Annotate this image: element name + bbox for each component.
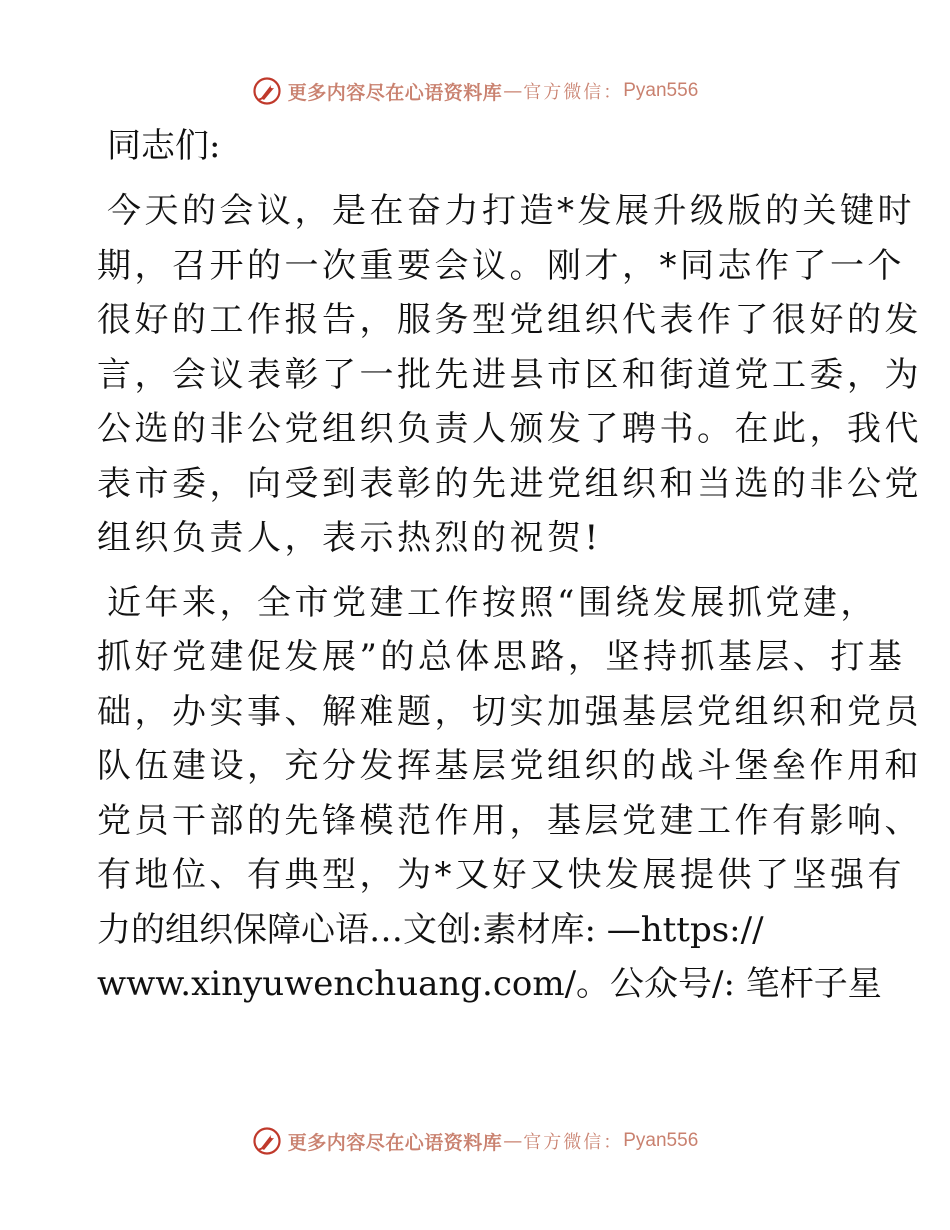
- paragraph-2: [97, 576, 922, 1012]
- pen-nib-logo-icon: [252, 1126, 282, 1156]
- paragraph-line: 队伍建设，充分发挥基层党组织的战斗堡垒作用和: [97, 746, 922, 786]
- salutation: 同志们:: [107, 126, 221, 166]
- document-body: [97, 120, 922, 1022]
- banner-label: 官方微信：: [523, 82, 624, 103]
- paragraph-line: 近年来，全市党建工作按照“围绕发展抓党建，: [107, 582, 878, 623]
- paragraph-line: 力的组织保障心语…文创:素材库: —https://: [97, 909, 764, 950]
- paragraph-line: 期，召开的一次重要会议。刚才，*同志作了一个: [97, 245, 905, 286]
- banner-text: 更多内容尽在心语资料库: [287, 1131, 503, 1154]
- paragraph-line: 础，办实事、解难题，切实加强基层党组织和党员: [97, 691, 922, 732]
- banner-label: 官方微信：: [523, 1132, 624, 1153]
- pen-nib-logo-icon: [252, 76, 282, 106]
- paragraph-line: 公选的非公党组织负责人颁发了聘书。在此，我代: [97, 409, 922, 449]
- paragraph-line: 组织负责人，表示热烈的祝贺!: [97, 518, 602, 558]
- banner-text: 更多内容尽在心语资料库: [287, 81, 503, 104]
- paragraph-line: 言，会议表彰了一批先进县市区和街道党工委，为: [97, 354, 922, 395]
- banner-dash: —: [503, 1130, 523, 1152]
- footer-banner: [0, 1121, 950, 1161]
- banner-wechat-id: Pyan556: [623, 1130, 699, 1151]
- paragraph-line: 有地位、有典型，为*又好又快发展提供了坚强有: [97, 855, 905, 895]
- paragraph-line: 抓好党建促发展”的总体思路，坚持抓基层、打基: [97, 637, 906, 677]
- paragraph-1: [97, 184, 922, 566]
- paragraph-line: 很好的工作报告，服务型党组织代表作了很好的发: [97, 300, 922, 340]
- banner-dash: —: [503, 80, 523, 102]
- paragraph-line: 今天的会议，是在奋力打造*发展升级版的关键时: [107, 191, 915, 231]
- paragraph-line: 党员干部的先锋模范作用，基层党建工作有影响、: [97, 800, 922, 841]
- header-banner: [0, 71, 950, 111]
- paragraph-line: www.xinyuwenchuang.com/。公众号/: 笔杆子星: [97, 964, 882, 1004]
- paragraph-line: 表市委，向受到表彰的先进党组织和当选的非公党: [97, 463, 922, 504]
- banner-wechat-id: Pyan556: [623, 80, 699, 101]
